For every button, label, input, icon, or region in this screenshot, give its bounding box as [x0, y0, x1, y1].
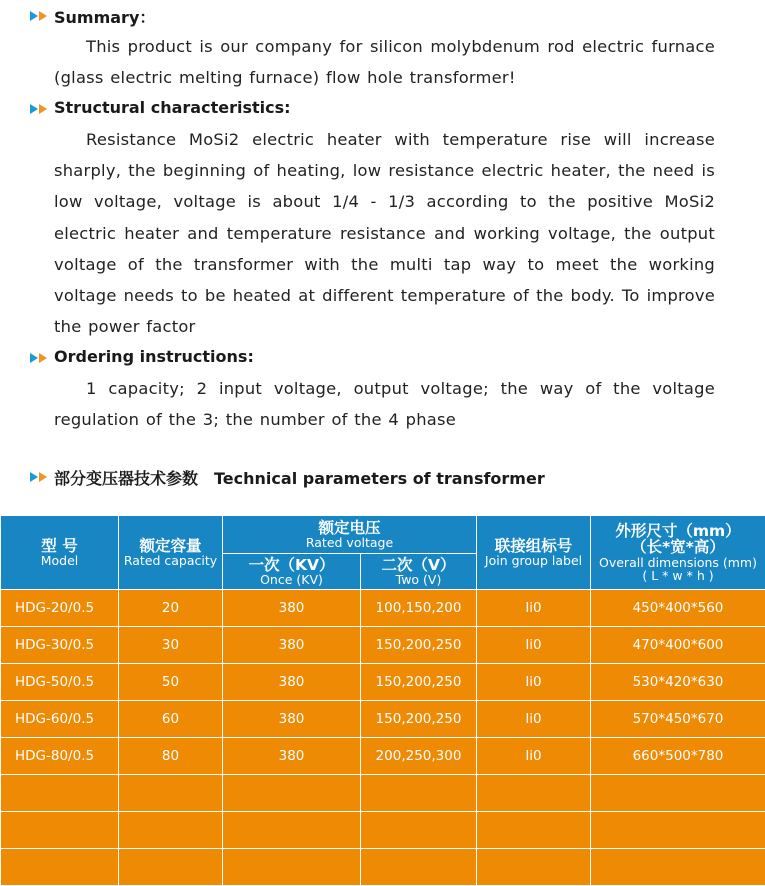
- double-arrow-icon: [30, 472, 50, 482]
- header-capacity-en: Rated capacity: [119, 554, 222, 567]
- cell-capacity: [119, 812, 223, 849]
- table-row-empty: [1, 775, 765, 812]
- cell-group: Ii0: [477, 627, 591, 664]
- cell-dims: 530*420*630: [591, 664, 765, 701]
- cell-dims: [591, 775, 765, 812]
- table-row-empty: [1, 849, 765, 886]
- header-secondary-cn: 二次（V）: [361, 557, 476, 573]
- structural-paragraph: [54, 124, 715, 342]
- cell-primary: 380: [223, 627, 361, 664]
- cell-model: [1, 849, 119, 886]
- cell-secondary: 150,200,250: [361, 627, 477, 664]
- double-arrow-icon: [30, 104, 50, 114]
- header-dimensions: [591, 516, 765, 590]
- table-title: [54, 466, 545, 489]
- cell-primary: [223, 812, 361, 849]
- header-dims-cn1: 外形尺寸（mm）: [591, 523, 765, 539]
- cell-secondary: 100,150,200: [361, 590, 477, 627]
- cell-model: HDG-60/0.5: [1, 701, 119, 738]
- header-secondary-en: Two (V): [361, 573, 476, 586]
- header-capacity-cn: 额定容量: [119, 538, 222, 554]
- cell-capacity: 20: [119, 590, 223, 627]
- header-primary-en: Once (KV): [223, 573, 360, 586]
- table-title-cn: 部分变压器技术参数: [54, 469, 198, 488]
- cell-primary: 380: [223, 701, 361, 738]
- table-title-en: Technical parameters of transformer: [214, 469, 545, 488]
- ordering-paragraph: [54, 373, 715, 435]
- cell-capacity: 30: [119, 627, 223, 664]
- cell-primary: [223, 849, 361, 886]
- cell-group: Ii0: [477, 664, 591, 701]
- ordering-text: 1 capacity; 2 input voltage, output voltage; the way of the voltage regulation of the 3; the number of the 4 phase: [54, 379, 715, 429]
- cell-secondary: [361, 849, 477, 886]
- cell-secondary: 200,250,300: [361, 738, 477, 775]
- cell-secondary: 150,200,250: [361, 701, 477, 738]
- header-group: [477, 516, 591, 590]
- cell-group: [477, 812, 591, 849]
- cell-capacity: [119, 849, 223, 886]
- header-dims-en1: Overall dimensions (mm): [591, 556, 765, 569]
- cell-model: [1, 812, 119, 849]
- cell-dims: 570*450*670: [591, 701, 765, 738]
- cell-group: Ii0: [477, 738, 591, 775]
- spec-table: [0, 515, 765, 886]
- cell-primary: 380: [223, 738, 361, 775]
- cell-primary: 380: [223, 590, 361, 627]
- table-row: [1, 738, 765, 775]
- cell-capacity: 80: [119, 738, 223, 775]
- structural-text: Resistance MoSi2 electric heater with temperature rise will increase sharply, the beginning of heating, low resistance electric heater, the need is low voltage, voltage is about 1/4 - 1/3 according to the positive MoSi2 electric heater and temperature resistance and working voltage, the output voltage of the transformer with the multi tap way to meet the working voltage needs to be heated at different temperature of the body. To improve the power factor: [54, 130, 715, 336]
- header-capacity: [119, 516, 223, 590]
- cell-secondary: [361, 775, 477, 812]
- cell-group: Ii0: [477, 590, 591, 627]
- cell-dims: 450*400*560: [591, 590, 765, 627]
- table-row: [1, 590, 765, 627]
- header-group-cn: 联接组标号: [477, 538, 590, 554]
- header-model-cn: 型 号: [1, 538, 118, 554]
- summary-paragraph: [54, 31, 715, 93]
- double-arrow-icon: [30, 11, 50, 21]
- header-model-en: Model: [1, 554, 118, 567]
- header-dims-en2: ( L * w * h ): [591, 569, 765, 582]
- header-dims-cn2: （长*宽*高）: [591, 539, 765, 555]
- cell-capacity: [119, 775, 223, 812]
- table-row-empty: [1, 812, 765, 849]
- cell-capacity: 50: [119, 664, 223, 701]
- cell-dims: [591, 849, 765, 886]
- header-model: [1, 516, 119, 590]
- summary-text: This product is our company for silicon molybdenum rod electric furnace (glass electric melting furnace) flow hole transformer!: [54, 37, 715, 87]
- table-row: [1, 627, 765, 664]
- cell-primary: 380: [223, 664, 361, 701]
- summary-heading: Summary：: [54, 5, 155, 28]
- header-primary: [223, 554, 361, 590]
- header-rated-voltage: [223, 516, 477, 554]
- cell-secondary: 150,200,250: [361, 664, 477, 701]
- cell-group: [477, 775, 591, 812]
- cell-model: HDG-80/0.5: [1, 738, 119, 775]
- cell-model: HDG-30/0.5: [1, 627, 119, 664]
- cell-dims: [591, 812, 765, 849]
- cell-model: [1, 775, 119, 812]
- cell-dims: 660*500*780: [591, 738, 765, 775]
- cell-secondary: [361, 812, 477, 849]
- structural-heading: Structural characteristics:: [54, 98, 291, 117]
- header-primary-cn: 一次（KV）: [223, 557, 360, 573]
- table-row: [1, 664, 765, 701]
- header-secondary: [361, 554, 477, 590]
- cell-primary: [223, 775, 361, 812]
- header-voltage-cn: 额定电压: [223, 520, 476, 536]
- cell-group: [477, 849, 591, 886]
- double-arrow-icon: [30, 353, 50, 363]
- cell-capacity: 60: [119, 701, 223, 738]
- table-row: [1, 701, 765, 738]
- header-group-en: Join group label: [477, 554, 590, 567]
- cell-group: Ii0: [477, 701, 591, 738]
- ordering-heading: Ordering instructions:: [54, 347, 254, 366]
- cell-model: HDG-50/0.5: [1, 664, 119, 701]
- cell-model: HDG-20/0.5: [1, 590, 119, 627]
- cell-dims: 470*400*600: [591, 627, 765, 664]
- header-voltage-en: Rated voltage: [223, 536, 476, 549]
